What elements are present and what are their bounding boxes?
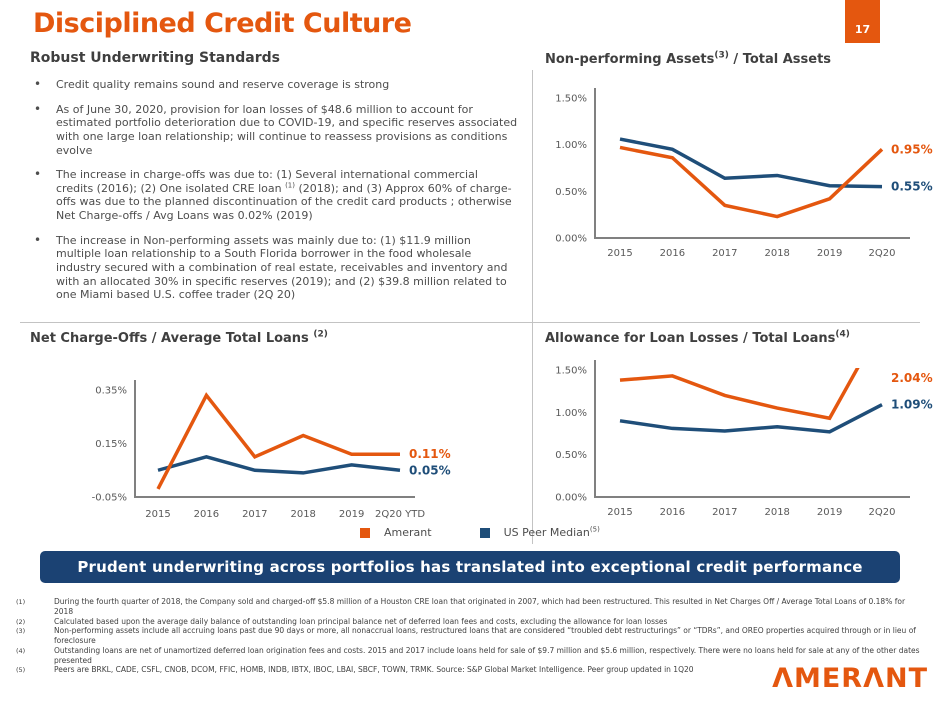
series-line-amerant <box>620 147 882 216</box>
legend-item <box>480 526 600 539</box>
legend-label: US Peer Median$^{(5)}$ <box>503 525 600 539</box>
x-axis-tick-label: 2017 <box>712 248 738 259</box>
footnote-text: Calculated based upon the average daily balance of outstanding loan principal balance net of deferred loan fees and costs, excluding the allowance for loan losses <box>54 616 668 626</box>
series-end-value-label: 0.11% <box>409 447 451 462</box>
page-title: Disciplined Credit Culture <box>33 8 412 39</box>
amerant-logo: ΛMERΛNT <box>772 663 928 694</box>
footnote-text: During the fourth quarter of 2018, the Company sold and charged-off $5.8 million of a Houston CRE loan that originated in 2007, which had been restructured. This resulted in Net Charges Off / Average Total Loans of 0.18% for 2018 <box>54 597 906 616</box>
series-line-us-peer-median <box>620 405 882 432</box>
chart-title-text: Net Charge-Offs / Average Total Loans <box>30 331 314 346</box>
chart-title-npa <box>545 52 831 67</box>
footnote-number: (1) <box>16 598 26 606</box>
chart-title-text: Allowance for Loan Losses / Total Loans <box>545 331 836 346</box>
page-number-badge <box>845 0 880 43</box>
x-axis-tick-label: 2Q20 YTD <box>374 509 426 520</box>
y-axis-tick-label: 0.50% <box>555 186 587 198</box>
x-axis-tick-label: 2017 <box>242 509 268 520</box>
y-axis-tick-label: 1.00% <box>555 407 587 419</box>
series-end-value-label: 0.95% <box>891 142 933 157</box>
bullet-item: • As of June 30, 2020, provision for loan losses of $48.6 million to account for estimated portfolio deterioration due to COVID-19, and specific reserves associated with one large loan relationship; will continue to reassess provisions as conditions evolve <box>30 103 518 158</box>
bullet-item: • The increase in Non-performing assets was mainly due to: (1) $11.9 million multiple loan relationship to a South Florida borrower in the food wholesale industry secured with a combination of real estate, receivables and inventory and with an allocated 30% in specific reserves (2019); and (2) $39.8 million related to one Miami based U.S. coffee trader (2Q 20) <box>30 234 518 302</box>
y-axis-tick-label: 0.35% <box>95 385 127 397</box>
x-axis-tick-label: 2016 <box>659 248 686 259</box>
bullet-item: • Credit quality remains sound and reserve coverage is strong <box>30 78 518 92</box>
series-end-value-label: 0.55% <box>891 179 933 194</box>
x-axis-tick-label: 2016 <box>659 507 686 518</box>
key-message-banner <box>40 551 900 583</box>
series-line-us-peer-median <box>620 139 882 187</box>
y-axis-tick-label: 0.00% <box>555 233 587 245</box>
page-number: 17 <box>854 23 871 36</box>
footnote-number: (5) <box>16 666 26 675</box>
legend-swatch-icon <box>480 528 490 538</box>
y-axis-tick-label: -0.05% <box>91 492 127 504</box>
footnote-text: Peers are BRKL, CADE, CSFL, CNOB, DCOM, FFIC, HOMB, INDB, IBTX, IBOC, LBAI, SBCF, TOWN, TRMK. Source: S&P Global Market Intelligence. Peer group updated in 1Q20 <box>54 665 694 675</box>
legend-item <box>360 526 432 539</box>
bullet-list <box>30 78 518 313</box>
y-axis-tick-label: 1.00% <box>555 140 587 152</box>
chart-allowance-loan-losses <box>542 356 938 528</box>
chart-npa-total-assets <box>542 78 938 270</box>
footnote-row <box>16 617 921 627</box>
x-axis-tick-label: 2019 <box>816 248 843 259</box>
legend-swatch-icon <box>360 528 370 538</box>
y-axis-tick-label: 0.00% <box>555 492 587 504</box>
x-axis-tick-label: 2018 <box>290 509 316 520</box>
x-axis-tick-label: 2017 <box>712 507 738 518</box>
series-end-value-label: 1.09% <box>891 397 933 412</box>
series-line-amerant <box>158 395 400 489</box>
footnote-text: Non-performing assets include all accruing loans past due 90 days or more, all nonaccrual loans, restructured loans that are considered “troubled debt restructurings” or “TDRs”, and OREO properties acquired through or in lieu of foreclosure <box>54 626 916 645</box>
series-line-us-peer-median <box>158 457 400 473</box>
horizontal-divider <box>20 322 920 323</box>
x-axis-tick-label: 2015 <box>607 248 633 259</box>
footnote-row <box>16 597 921 617</box>
chart-legend <box>360 526 600 539</box>
x-axis-tick-label: 2018 <box>764 507 790 518</box>
chart-title-text: / Total Assets <box>728 52 832 67</box>
x-axis-tick-label: 2015 <box>145 509 171 520</box>
vertical-divider <box>532 70 533 544</box>
x-axis-tick-label: 2019 <box>816 507 843 518</box>
banner-text: Prudent underwriting across portfolios has translated into exceptional credit performance <box>77 558 863 576</box>
y-axis-tick-label: 0.15% <box>95 439 127 450</box>
series-end-value-label: 0.05% <box>409 463 451 478</box>
footnote-number: (4) <box>16 646 26 655</box>
chart-title-text: Non-performing Assets <box>545 52 715 67</box>
chart-title-alll <box>545 331 850 346</box>
x-axis-tick-label: 2Q20 <box>868 248 896 259</box>
chart-title-sup: (4) <box>835 329 850 340</box>
footnote-text: Outstanding loans are net of unamortized deferred loan origination fees and costs. 2015 and 2017 include loans held for sale of $9.7 million and $5.6 million, respectively. There were no loans held for sale at any of the other dates presented <box>54 645 920 665</box>
bullet-item: • The increase in charge-offs was due to: (1) Several international commercial credits (2016); (2) One isolated CRE loan $^{(1)}$ (2018); and (3) Approx 60% of charge-offs was due to the planned discontinuation of the credit card products ; otherwise Net Charge-offs / Avg Loans was 0.02% (2019) <box>30 168 518 223</box>
section-heading: Robust Underwriting Standards <box>30 50 280 66</box>
chart-title-sup: (3) <box>714 50 729 61</box>
legend-label: Amerant <box>384 526 432 539</box>
footnote-number: (2) <box>16 617 26 626</box>
series-end-value-label: 2.04% <box>891 371 933 385</box>
x-axis-tick-label: 2019 <box>338 509 365 520</box>
chart-title-nco <box>30 331 328 346</box>
x-axis-tick-label: 2016 <box>193 509 220 520</box>
y-axis-tick-label: 1.50% <box>555 365 587 377</box>
x-axis-tick-label: 2Q20 <box>868 507 896 518</box>
x-axis-tick-label: 2018 <box>764 248 790 259</box>
footnote-number: (3) <box>16 627 26 636</box>
footnote-row <box>16 626 921 646</box>
chart-title-sup: (2) <box>313 329 328 340</box>
series-line-amerant <box>620 356 882 418</box>
chart-net-charge-offs <box>88 376 480 528</box>
y-axis-tick-label: 0.50% <box>555 450 587 462</box>
x-axis-tick-label: 2015 <box>607 507 633 518</box>
y-axis-tick-label: 1.50% <box>555 93 587 105</box>
